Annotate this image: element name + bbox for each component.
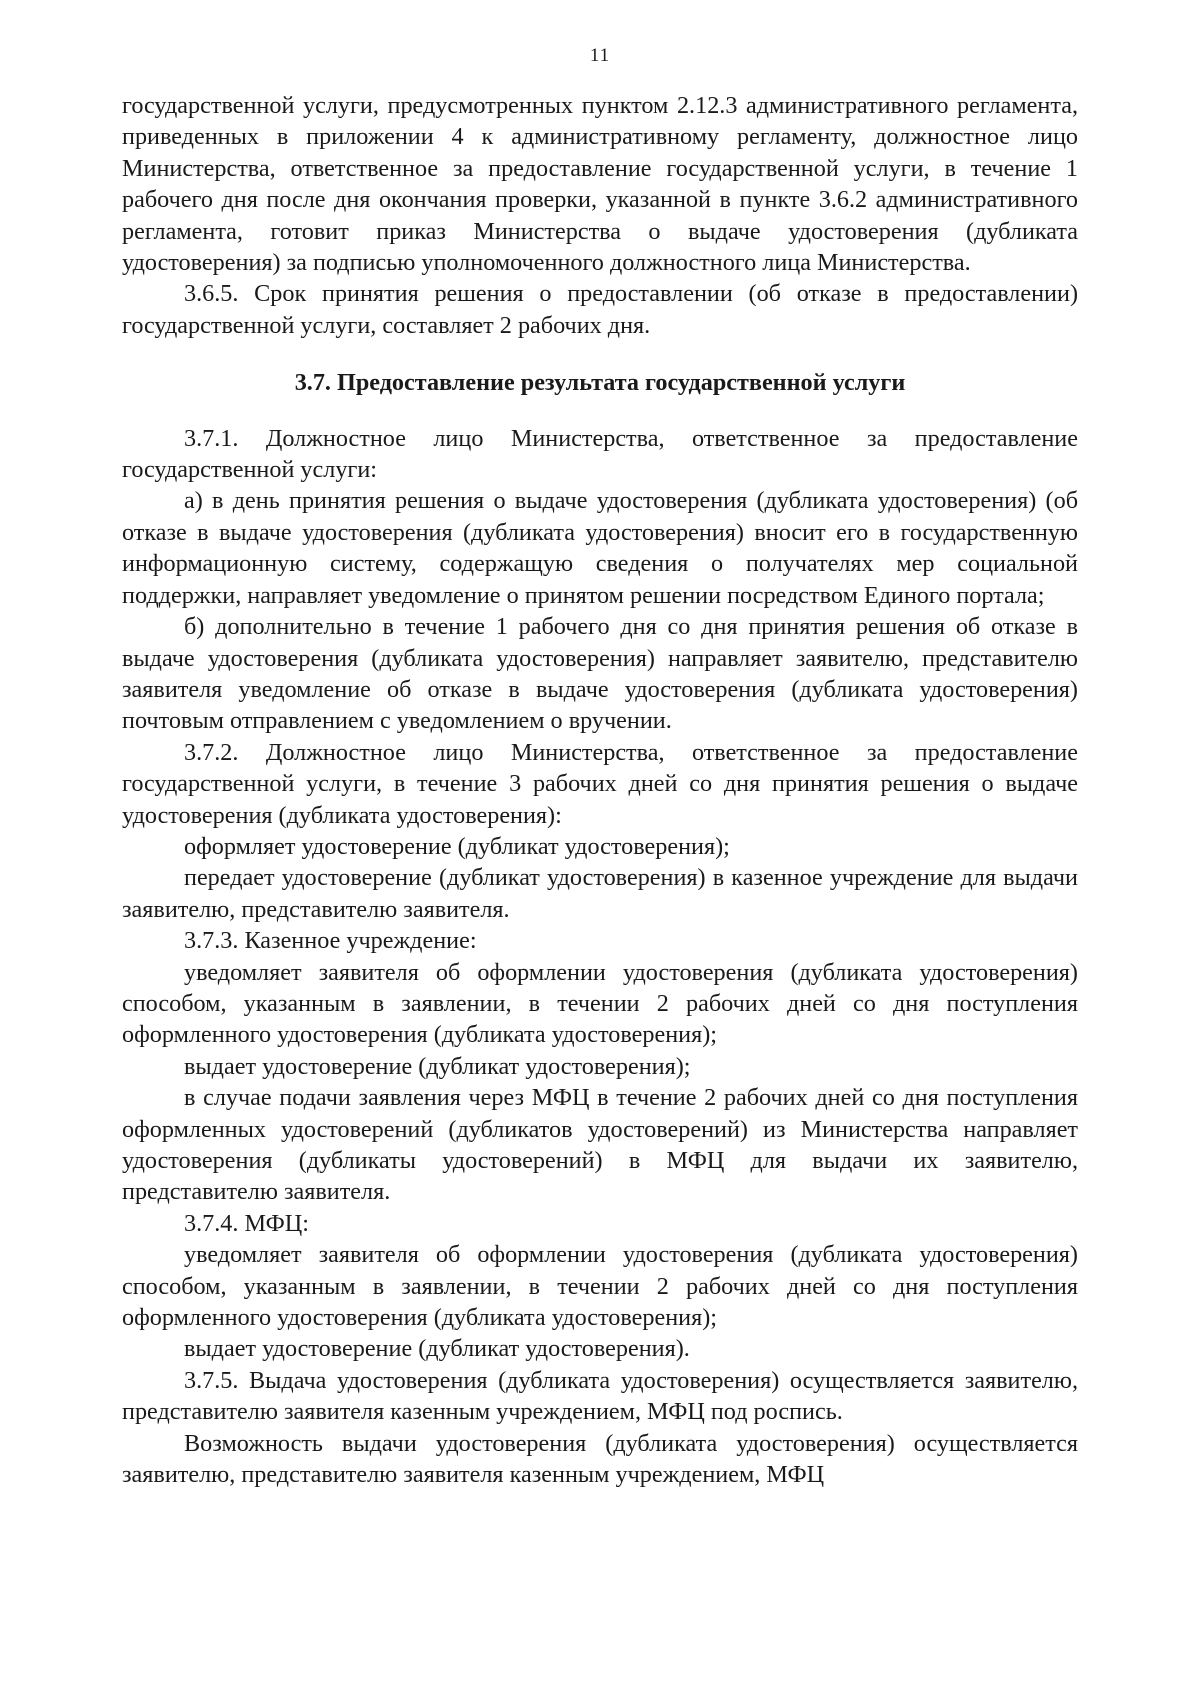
paragraph: 3.7.3. Казенное учреждение: [184,927,477,955]
paragraph: оформляет удостоверение (дубликат удостоверения); [184,832,730,860]
paragraph: 3.7.5. Выдача удостоверения (дубликата удостоверения) осуществляется заявителю, представителю заявителя казенным учреждением, МФЦ под роспись. [122,1366,1078,1426]
paragraph: уведомляет заявителя об оформлении удостоверения (дубликата удостоверения) способом, указанным в заявлении, в течении 2 рабочих дней со дня поступления оформленного удостоверения (дубликата удостоверения); [122,958,1078,1049]
paragraph: уведомляет заявителя об оформлении удостоверения (дубликата удостоверения) способом, указанным в заявлении, в течении 2 рабочих дней со дня поступления оформленного удостоверения (дубликата удостоверения); [122,1241,1078,1332]
paragraph: в случае подачи заявления через МФЦ в течение 2 рабочих дней со дня поступления оформленных удостоверений (дубликатов удостоверений) из Министерства направляет удостоверения (дубликаты удостоверений) в МФЦ для выдачи их заявителю, представителю заявителя. [122,1084,1078,1206]
paragraph: 3.7.4. МФЦ: [184,1209,309,1237]
paragraph: выдает удостоверение (дубликат удостоверения); [184,1052,691,1080]
paragraph: а) в день принятия решения о выдаче удостоверения (дубликата удостоверения) (об отказе в выдаче удостоверения (дубликата удостоверения) вносит его в государственную информационную систему, содержащую сведения о получателях мер социальной поддержки, направляет уведомление о принятом решении посредством Единого портала; [122,487,1078,609]
page-number: 11 [589,45,611,66]
paragraph: государственной услуги, предусмотренных пунктом 2.12.3 административного регламента, приведенных в приложении 4 к административному регламенту, должностное лицо Министерства, ответственное за предоставление государственной услуги, в течение 1 рабочего дня после дня окончания проверки, указанной в пункте 3.6.2 административного регламента, готовит приказ Министерства о выдаче удостоверения (дубликата удостоверения) за подписью уполномоченного должностного лица Министерства. [122,92,1078,277]
paragraph: выдает удостоверение (дубликат удостоверения). [184,1335,690,1363]
paragraph: б) дополнительно в течение 1 рабочего дня со дня принятия решения об отказе в выдаче удостоверения (дубликата удостоверения) направляет заявителю, представителю заявителя уведомление об отказе в выдаче удостоверения (дубликата удостоверения) почтовым отправлением с уведомлением о вручении. [122,613,1078,735]
paragraph: 3.6.5. Срок принятия решения о предоставлении (об отказе в предоставлении) государственной услуги, составляет 2 рабочих дня. [122,280,1078,339]
paragraph: передает удостоверение (дубликат удостоверения) в казенное учреждение для выдачи заявителю, представителю заявителя. [122,864,1078,923]
paragraph: 3.7.2. Должностное лицо Министерства, ответственное за предоставление государственной услуги, в течение 3 рабочих дней со дня принятия решения о выдаче удостоверения (дубликата удостоверения): [122,738,1078,829]
paragraph: 3.7.1. Должностное лицо Министерства, ответственное за предоставление государственной услуги: [122,424,1078,484]
document-body [122,90,1078,1490]
section-heading: 3.7. Предоставление результата государственной услуги [294,369,906,397]
paragraph: Возможность выдачи удостоверения (дубликата удостоверения) осуществляется заявителю, представителю заявителя казенным учреждением, МФЦ [122,1429,1078,1489]
